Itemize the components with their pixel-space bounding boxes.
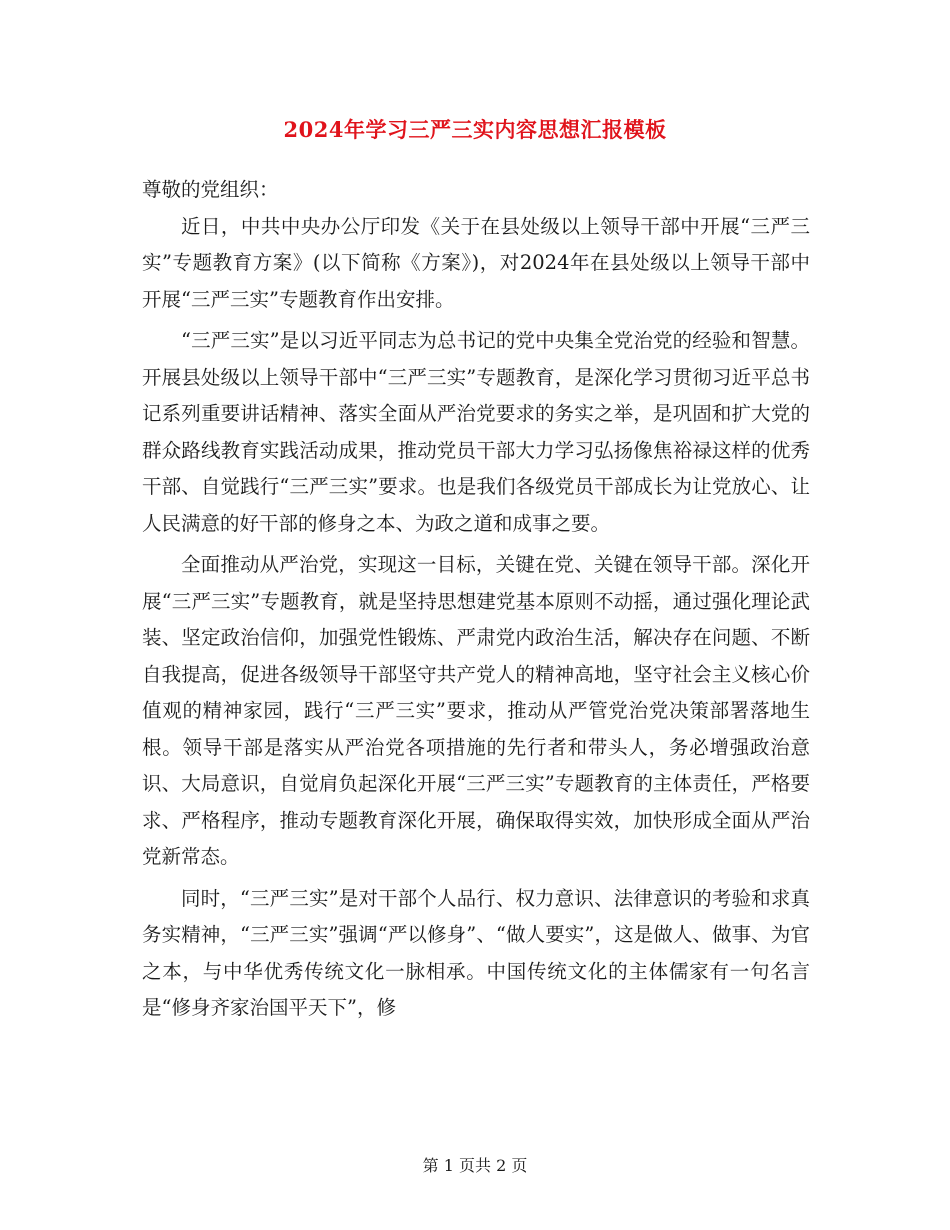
paragraph-4: 同时，“三严三实”是对干部个人品行、权力意识、法律意识的考验和求真务实精神，“三严三实”强调“严以修身”、“做人要实”，这是做人、做事、为官之本，与中华优秀传统文化一脉相承。中国传统文化的主体儒家有一句名言是“修身齐家治国平天下”，修: [142, 886, 810, 1019]
paragraph-3: 全面推动从严治党，实现这一目标，关键在党、关键在领导干部。深化开展“三严三实”专题教育，就是坚持思想建党基本原则不动摇，通过强化理论武装、坚定政治信仰，加强党性锻炼、严肃党内政治生活，解决存在问题、不断自我提高，促进各级领导干部坚守共产党人的精神高地，坚守社会主义核心价值观的精神家园，践行“三严三实”要求，推动从严管党治党决策部署落地生根。领导干部是落实从严治党各项措施的先行者和带头人，务必增强政治意识、大局意识，自觉肩负起深化开展“三严三实”专题教育的主体责任，严格要求、严格程序，推动专题教育深化开展，确保取得实效，加快形成全面从严治党新常态。: [142, 553, 810, 868]
document-body: [142, 172, 810, 1032]
document-title: 2024年学习三严三实内容思想汇报模板: [283, 117, 667, 142]
salutation: 尊敬的党组织：: [142, 178, 279, 201]
page-number-footer: 第 1 页共 2 页: [422, 1156, 528, 1175]
paragraph-1: 近日，中共中央办公厅印发《关于在县处级以上领导干部中开展“三严三实”专题教育方案》(以下简称《方案》)，对2024年在县处级以上领导干部中开展“三严三实”专题教育作出安排。: [142, 214, 810, 311]
paragraph-2: “三严三实”是以习近平同志为总书记的党中央集全党治党的经验和智慧。开展县处级以上领导干部中“三严三实”专题教育，是深化学习贯彻习近平总书记系列重要讲话精神、落实全面从严治党要求的务实之举，是巩固和扩大党的群众路线教育实践活动成果，推动党员干部大力学习弘扬像焦裕禄这样的优秀干部、自觉践行“三严三实”要求。也是我们各级党员干部成长为让党放心、让人民满意的好干部的修身之本、为政之道和成事之要。: [142, 329, 810, 535]
